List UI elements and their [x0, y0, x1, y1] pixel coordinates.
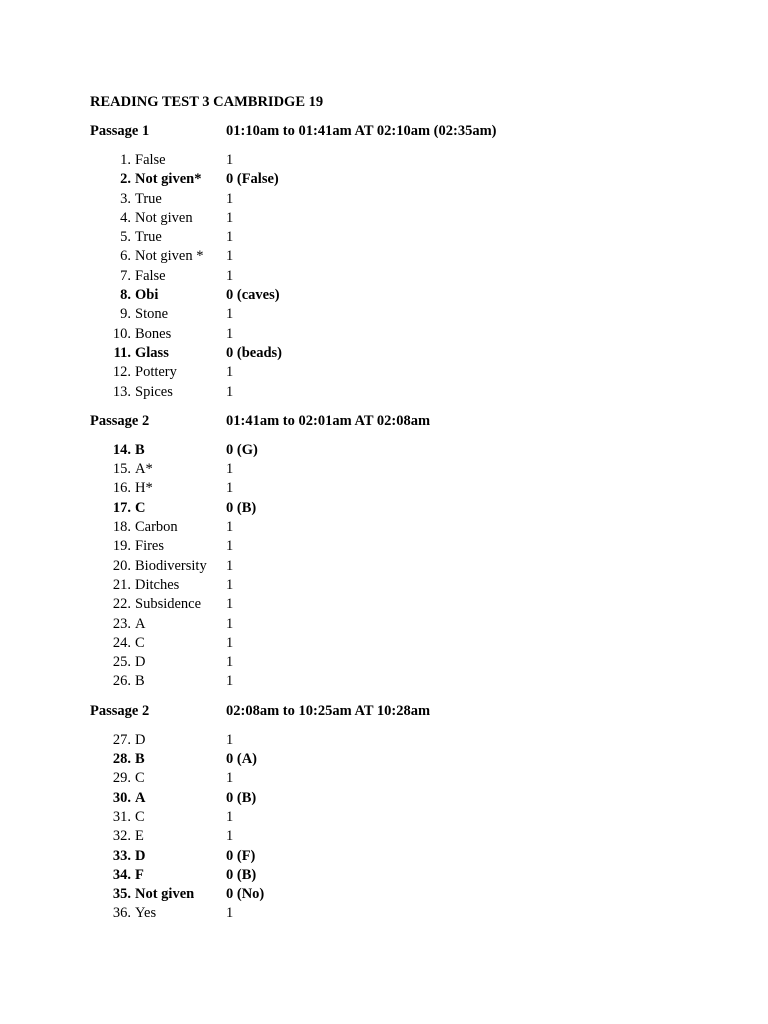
answer-text: Yes [135, 905, 157, 922]
answer-text: D [135, 847, 146, 864]
answer-score: 1 [226, 248, 234, 265]
answer-row [90, 750, 710, 769]
answer-score: 0 (B) [226, 789, 257, 806]
answer-text: D [135, 654, 146, 671]
answer-score: 1 [226, 306, 234, 323]
answer-sheet [90, 93, 710, 934]
answer-text: C [135, 634, 145, 651]
answer-row [90, 305, 710, 324]
answer-list [90, 731, 710, 924]
answer-text: C [135, 770, 145, 787]
question-number: 31. [112, 808, 131, 825]
question-number: 34. [112, 866, 131, 883]
answer-score: 0 (No) [226, 886, 265, 903]
section-header [90, 412, 710, 431]
answer-score: 1 [226, 325, 234, 342]
answer-text: B [135, 751, 145, 768]
section-header [90, 122, 710, 141]
question-number: 16. [112, 480, 131, 497]
answer-text: Not given* [135, 171, 202, 188]
answer-text: A [135, 615, 146, 632]
passage-label: Passage 1 [90, 123, 150, 139]
answer-row [90, 615, 710, 634]
question-number: 1. [120, 152, 131, 168]
answer-text: C [135, 499, 146, 516]
question-number: 5. [120, 229, 131, 246]
answer-row [90, 653, 710, 672]
question-number: 17. [112, 499, 131, 516]
answer-list [90, 151, 710, 402]
question-number: 32. [112, 828, 131, 845]
question-number: 23. [112, 615, 131, 632]
answer-row [90, 170, 710, 189]
answer-score: 1 [226, 209, 234, 226]
answer-row [90, 634, 710, 653]
passage-section [90, 122, 710, 402]
answer-row [90, 518, 710, 537]
answer-score: 0 (B) [226, 866, 257, 883]
answer-score: 1 [226, 364, 234, 381]
question-number: 10. [112, 325, 131, 342]
answer-row [90, 383, 710, 402]
question-number: 24. [112, 634, 131, 651]
answer-score: 1 [226, 576, 234, 593]
answer-score: 0 (caves) [226, 287, 280, 304]
passage-time: 01:41am to 02:01am AT 02:08am [226, 412, 431, 429]
question-number: 9. [120, 306, 131, 323]
answer-text: Bones [135, 325, 172, 342]
answer-row [90, 789, 710, 808]
question-number: 2. [120, 171, 131, 188]
answer-score: 1 [226, 267, 234, 284]
answer-row [90, 479, 710, 498]
answer-row [90, 344, 710, 363]
answer-row [90, 731, 710, 750]
question-number: 18. [112, 519, 131, 536]
answer-score: 0 (G) [226, 441, 258, 458]
answer-score: 1 [226, 731, 234, 748]
question-number: 21. [112, 576, 131, 593]
answer-score: 1 [226, 538, 234, 555]
answer-text: True [135, 229, 162, 246]
answer-row [90, 576, 710, 595]
answer-text: Carbon [135, 519, 178, 536]
answer-score: 1 [226, 828, 234, 845]
answer-text: Not given * [135, 248, 204, 265]
answer-row [90, 847, 710, 866]
section-header [90, 702, 710, 721]
question-number: 14. [112, 441, 131, 458]
answer-list [90, 441, 710, 692]
passage-time: 02:08am to 10:25am AT 10:28am [226, 702, 431, 719]
passage-label: Passage 2 [90, 412, 150, 429]
answer-score: 1 [226, 808, 234, 825]
answer-score: 1 [226, 634, 234, 651]
answer-score: 1 [226, 557, 234, 574]
question-number: 20. [112, 557, 131, 574]
question-number: 28. [112, 751, 131, 768]
answer-score: 0 (B) [226, 499, 257, 516]
answer-text: True [135, 190, 162, 207]
answer-row [90, 363, 710, 382]
answer-row [90, 247, 710, 266]
answer-row [90, 866, 710, 885]
answer-score: 1 [226, 596, 234, 613]
question-number: 4. [120, 209, 131, 226]
answer-score: 0 (beads) [226, 344, 282, 361]
answer-score: 1 [226, 905, 234, 922]
answer-score: 1 [226, 383, 234, 400]
question-number: 22. [112, 596, 131, 613]
answer-row [90, 151, 710, 170]
answer-row [90, 460, 710, 479]
passage-section [90, 702, 710, 924]
answer-score: 1 [226, 770, 234, 787]
answer-row [90, 672, 710, 691]
question-number: 29. [112, 770, 131, 787]
answer-row [90, 441, 710, 460]
page-title: READING TEST 3 CAMBRIDGE 19 [90, 94, 324, 110]
question-number: 12. [112, 364, 131, 381]
answer-text: Not given [135, 209, 193, 226]
question-number: 25. [112, 654, 131, 671]
answer-text: H* [135, 480, 153, 497]
answer-text: F [135, 866, 144, 883]
answer-text: Stone [135, 306, 169, 323]
question-number: 19. [112, 538, 131, 555]
answer-row [90, 808, 710, 827]
answer-score: 1 [226, 654, 234, 671]
answer-score: 0 (A) [226, 751, 258, 768]
answer-row [90, 827, 710, 846]
answer-score: 1 [226, 152, 234, 168]
answer-text: Spices [135, 383, 173, 400]
answer-text: Subsidence [135, 596, 202, 613]
answer-score: 0 (False) [226, 171, 279, 188]
answer-row [90, 325, 710, 344]
answer-row [90, 537, 710, 556]
question-number: 26. [112, 673, 131, 690]
answer-row [90, 499, 710, 518]
answer-text: Pottery [135, 364, 177, 381]
answer-row [90, 228, 710, 247]
passage-label: Passage 2 [90, 702, 150, 719]
answer-score: 1 [226, 229, 234, 246]
question-number: 7. [120, 267, 131, 284]
answer-row [90, 769, 710, 788]
question-number: 15. [112, 461, 131, 478]
question-number: 35. [112, 886, 131, 903]
answer-text: A [135, 789, 146, 806]
answer-score: 0 (F) [226, 847, 256, 864]
answer-row [90, 595, 710, 614]
answer-score: 1 [226, 190, 234, 207]
question-number: 27. [112, 731, 131, 748]
answer-text: False [135, 152, 166, 168]
question-number: 33. [112, 847, 131, 864]
answer-text: Biodiversity [135, 557, 207, 574]
answer-row [90, 190, 710, 209]
answer-text: D [135, 731, 146, 748]
answer-row [90, 286, 710, 305]
passage-section [90, 412, 710, 692]
answer-text: False [135, 267, 166, 284]
answer-text: Not given [135, 886, 195, 903]
answer-row [90, 209, 710, 228]
answer-text: B [135, 441, 145, 458]
answer-score: 1 [226, 615, 234, 632]
answer-text: Ditches [135, 576, 180, 593]
passage-time: 01:10am to 01:41am AT 02:10am (02:35am) [226, 123, 497, 139]
answer-row [90, 267, 710, 286]
question-number: 13. [112, 383, 131, 400]
answer-text: Obi [135, 287, 159, 304]
answer-text: B [135, 673, 145, 690]
question-number: 11. [113, 344, 131, 361]
answer-text: A* [135, 461, 153, 478]
answer-row [90, 904, 710, 923]
answer-score: 1 [226, 480, 234, 497]
answer-text: C [135, 808, 145, 825]
question-number: 3. [120, 190, 131, 207]
answer-row [90, 557, 710, 576]
question-number: 30. [112, 789, 131, 806]
question-number: 36. [112, 905, 131, 922]
answer-text: E [135, 828, 144, 845]
answer-text: Fires [135, 538, 164, 555]
answer-score: 1 [226, 519, 234, 536]
answer-row [90, 885, 710, 904]
answer-text: Glass [135, 344, 169, 361]
answer-score: 1 [226, 673, 234, 690]
question-number: 6. [120, 248, 131, 265]
question-number: 8. [120, 287, 131, 304]
answer-score: 1 [226, 461, 234, 478]
